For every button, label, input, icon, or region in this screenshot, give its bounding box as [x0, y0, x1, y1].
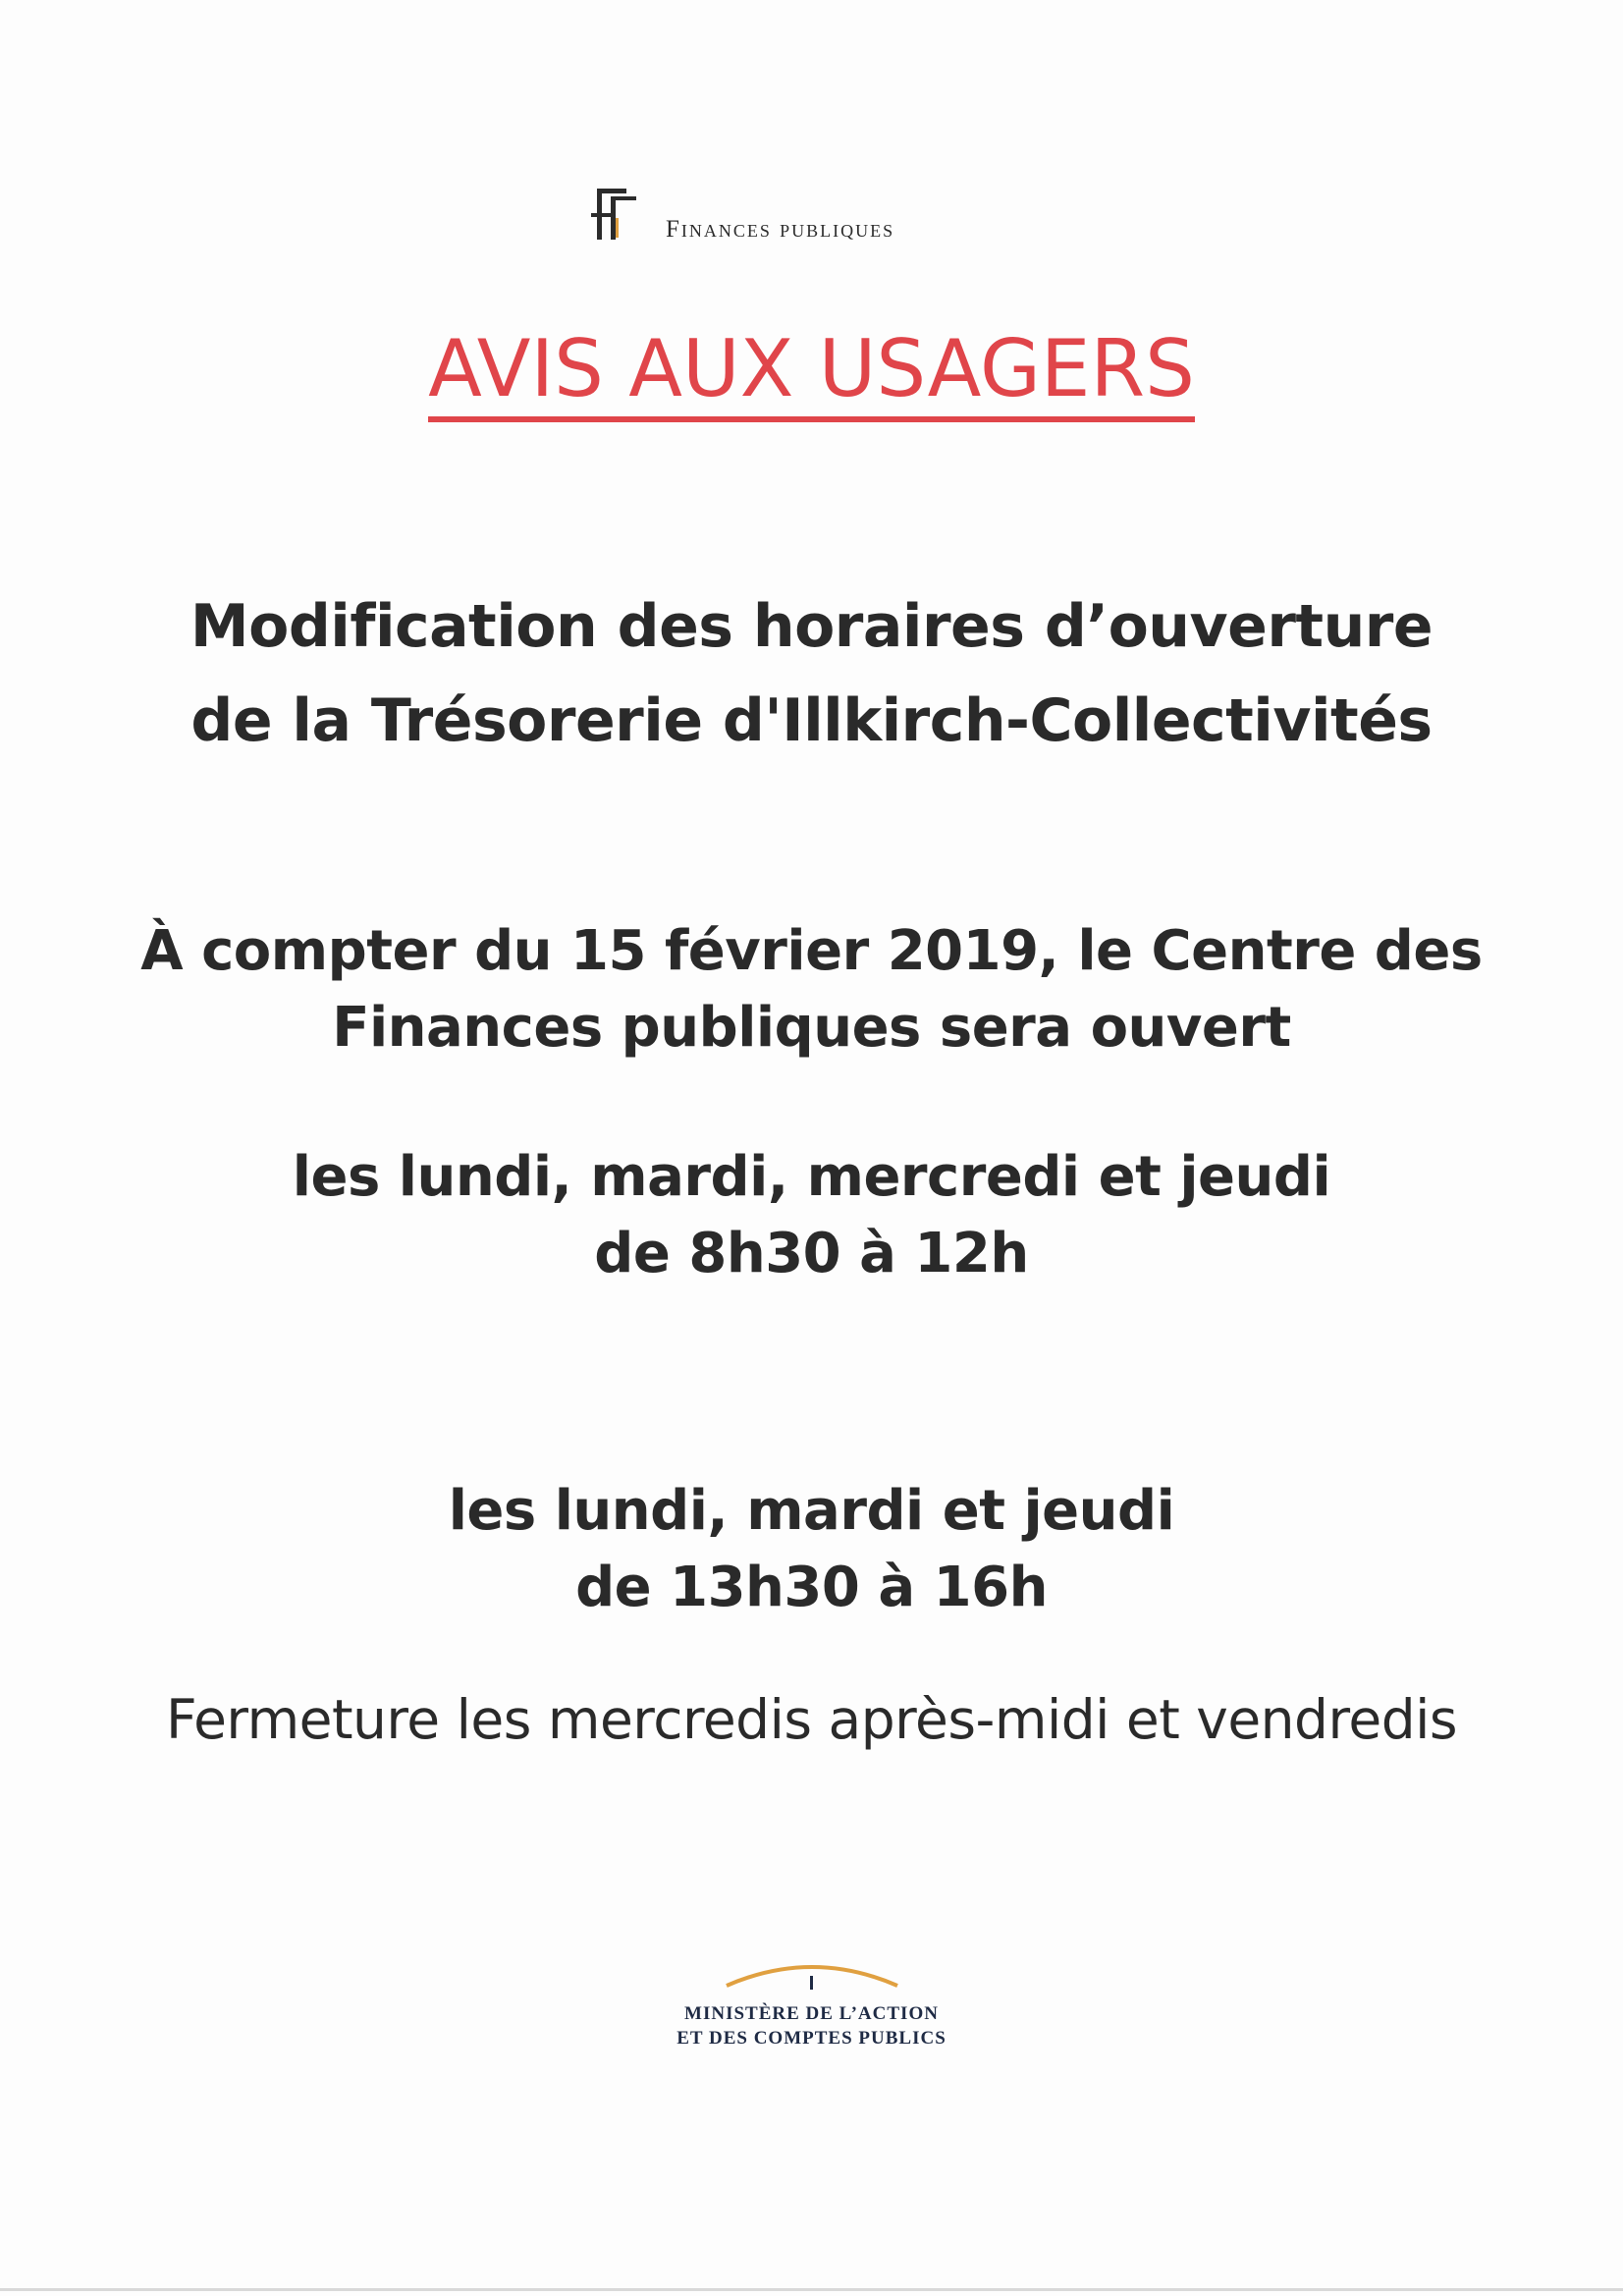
page-bottom-edge: [0, 2288, 1623, 2291]
notice-subject: [0, 579, 1623, 768]
logo-text: Finances publiques: [666, 216, 895, 243]
finances-publiques-logo: [589, 183, 1041, 246]
afternoon-days: les lundi, mardi et jeudi: [448, 1479, 1175, 1543]
notice-title-text: AVIS AUX USAGERS: [428, 322, 1195, 422]
morning-hours: de 8h30 à 12h: [594, 1222, 1029, 1285]
afternoon-hours: de 13h30 à 16h: [575, 1556, 1048, 1619]
morning-days: les lundi, mardi, mercredi et jeudi: [292, 1145, 1331, 1209]
closure-text: Fermeture les mercredis après-midi et vendredis: [165, 1688, 1458, 1751]
effective-line: Finances publiques sera ouvert: [332, 996, 1291, 1060]
ministry-line: ET DES COMPTES PUBLICS: [676, 2028, 947, 2049]
subject-line: Modification des horaires d’ouverture: [189, 592, 1434, 661]
ministry-logo: [0, 1950, 1623, 2050]
afternoon-schedule: [0, 1473, 1623, 1626]
finances-publiques-ff-logo-icon: [589, 183, 660, 246]
ministry-name: [0, 2001, 1623, 2050]
closure-notice: [0, 1681, 1623, 1758]
morning-schedule: [0, 1139, 1623, 1292]
ministry-line: MINISTÈRE DE L’ACTION: [684, 2003, 939, 2024]
subject-line: de la Trésorerie d'Illkirch-Collectivités: [190, 686, 1433, 755]
effective-date-statement: [0, 913, 1623, 1066]
notice-title: [0, 320, 1623, 422]
effective-line: À compter du 15 février 2019, le Centre des: [140, 919, 1483, 983]
ministry-arc-logo-icon: [719, 1950, 905, 1995]
